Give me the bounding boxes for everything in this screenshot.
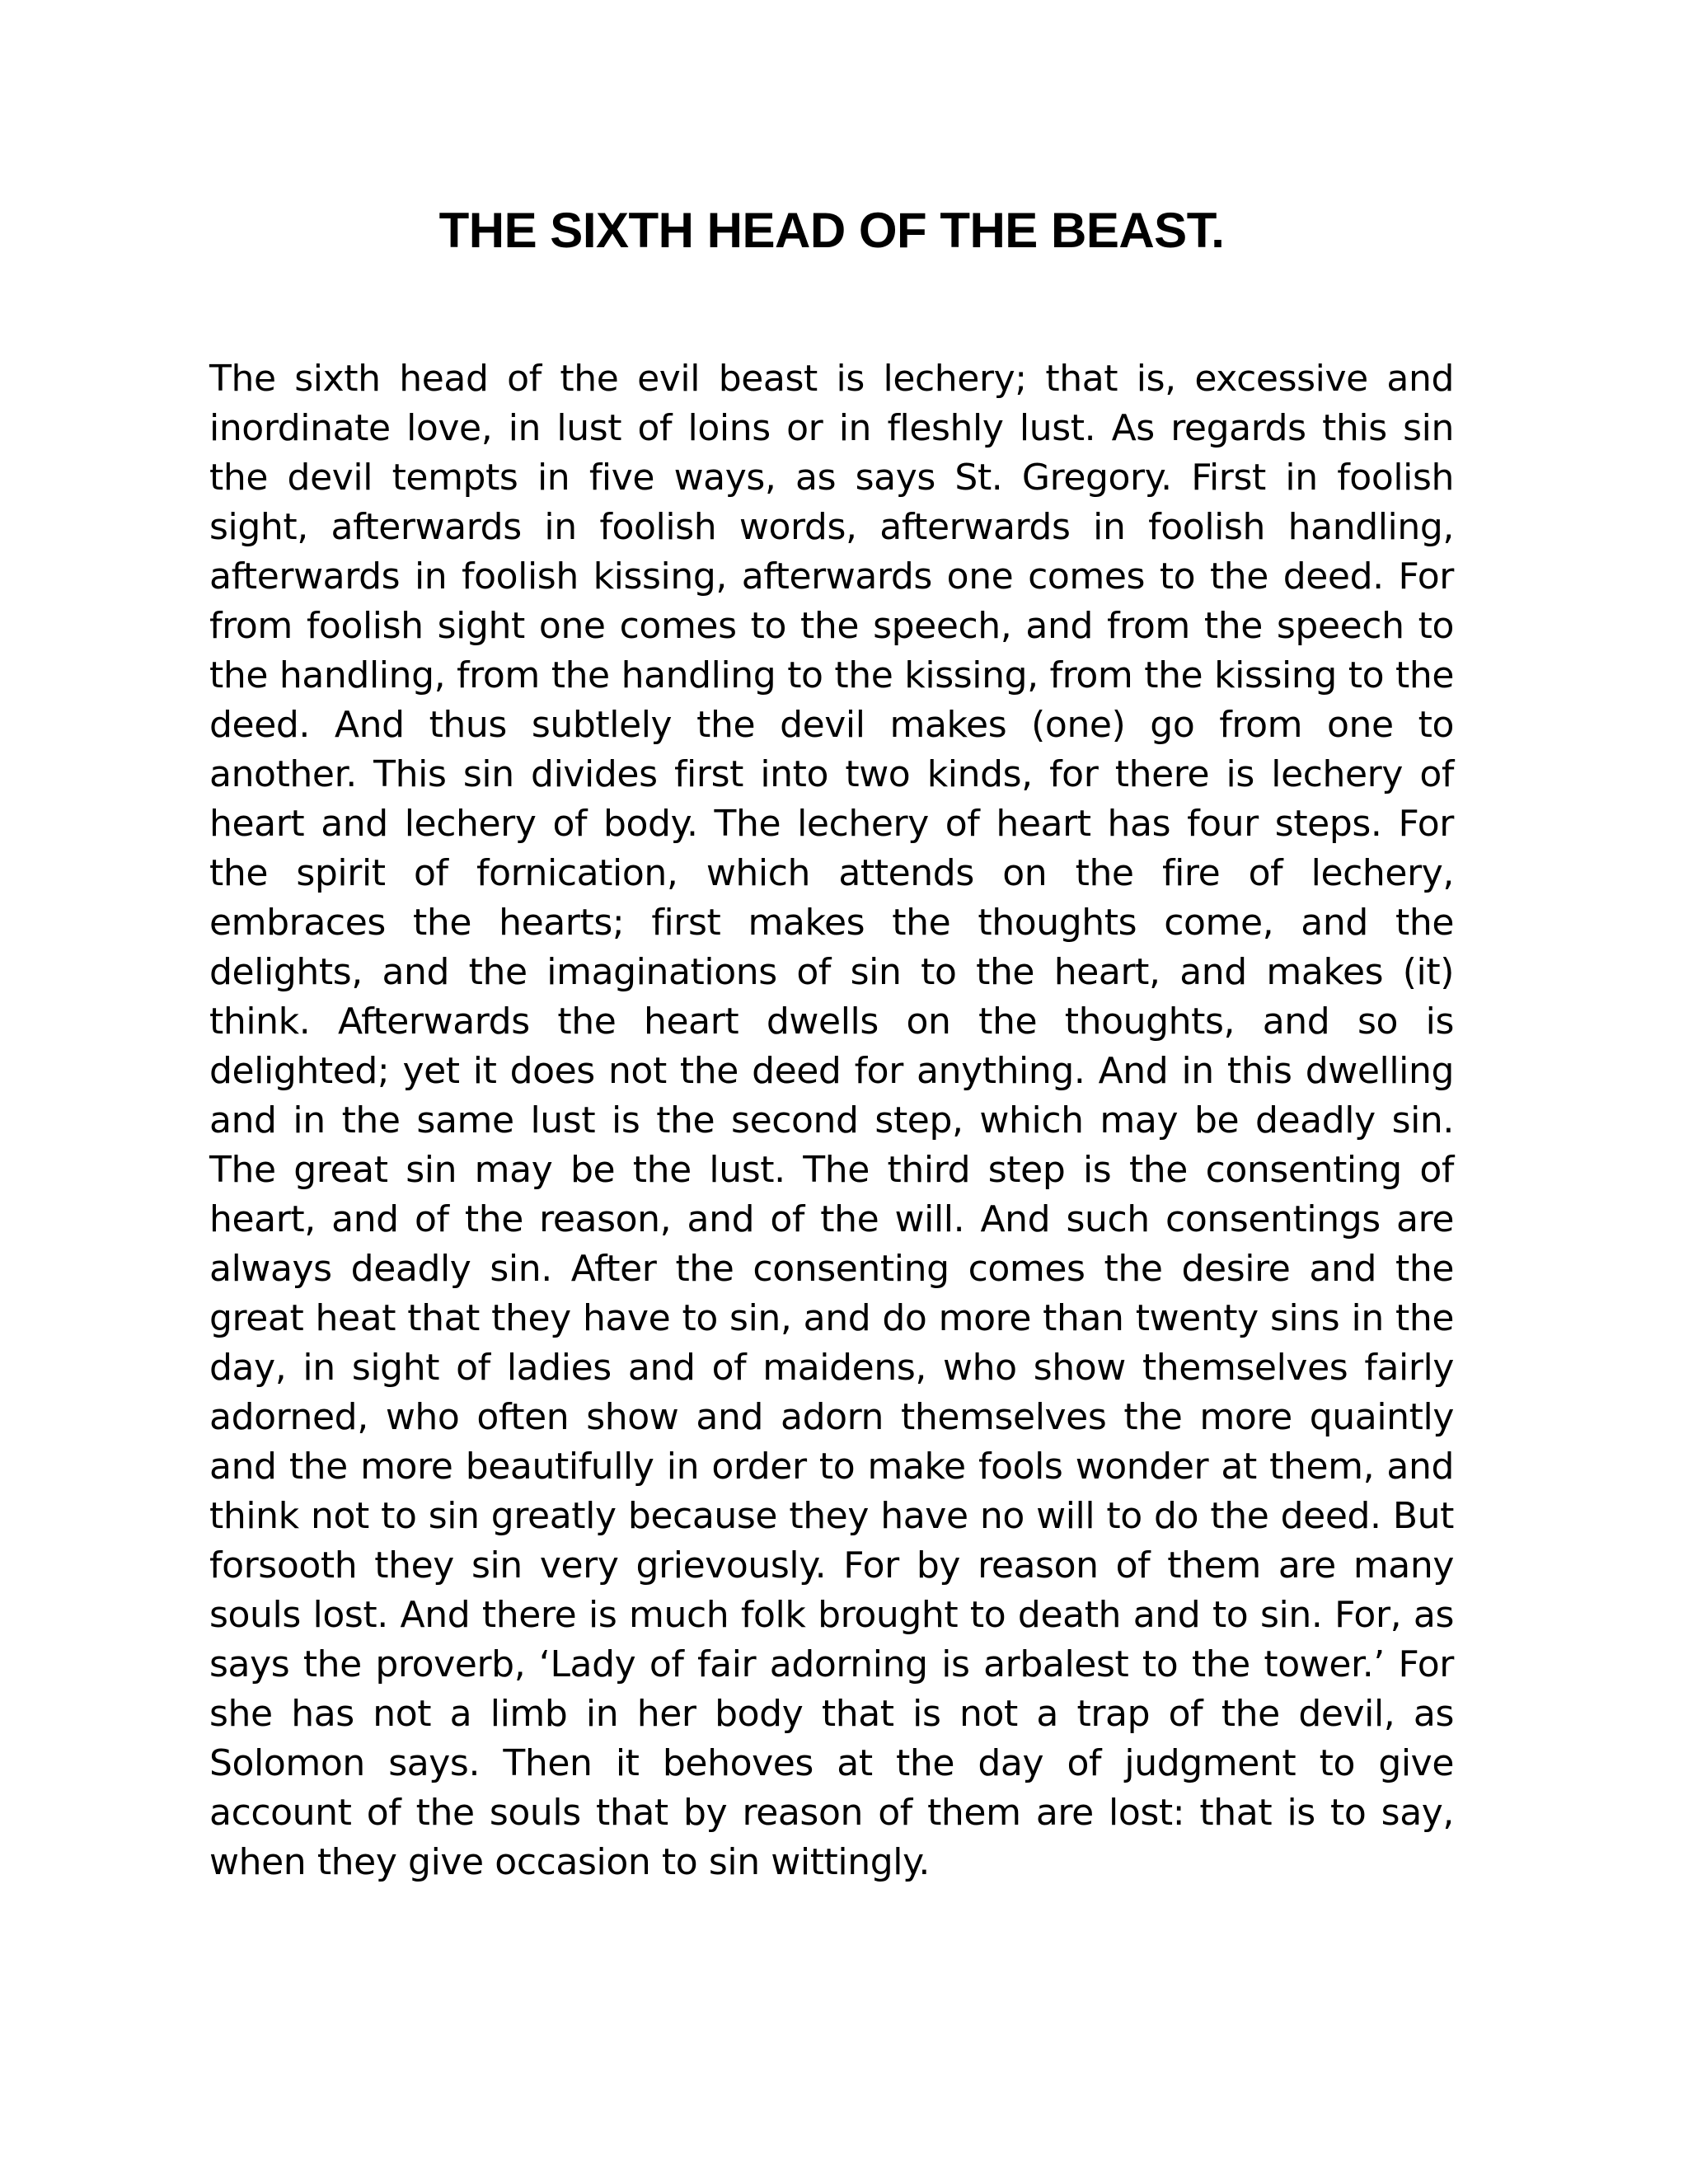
- chapter-title: THE SIXTH HEAD OF THE BEAST.: [438, 203, 1225, 258]
- body-paragraph: The sixth head of the evil beast is lechery; that is, excessive and inordinate love, in lust of loins or in fleshly lust. As regards this sin the devil tempts in five ways, as says St. Gregory. First in foolish sight, afterwards in foolish words, afterwards in foolish handling, afterwards in foolish kissing, afterwards one comes to the deed. For from foolish sight one comes to the speech, and from the speech to the handling, from the handling to the kissing, from the kissing to the deed. And thus subtlely the devil makes (one) go from one to another. This sin divides first into two kinds, for there is lechery of heart and lechery of body. The lechery of heart has four steps. For the spirit of fornication, which attends on the fire of lechery, embraces the hearts; first makes the thoughts come, and the delights, and the imaginations of sin to the heart, and makes (it) think. Afterwards the heart dwells on the thoughts, and so is delighted; yet it does not the deed for anything. And in this dwelling and in the same lust is the second step, which may be deadly sin. The great sin may be the lust. The third step is the consenting of heart, and of the reason, and of the will. And such consentings are always deadly sin. After the consenting comes the desire and the great heat that they have to sin, and do more than twenty sins in the day, in sight of ladies and of maidens, who show themselves fairly adorned, who often show and adorn themselves the more quaintly and the more beautifully in order to make fools wonder at them, and think not to sin greatly because they have no will to do the deed. But forsooth they sin very grievously. For by reason of them are many souls lost. And there is much folk brought to death and to sin. For, as says the proverb, ‘Lady of fair adorning is arbalest to the tower.’ For she has not a limb in her body that is not a trap of the devil, as Solomon says. Then it behoves at the day of judgment to give account of the souls that by reason of them are lost: that is to say, when they give occasion to sin wittingly.: [209, 358, 1454, 1883]
- document-page: [209, 198, 1454, 1887]
